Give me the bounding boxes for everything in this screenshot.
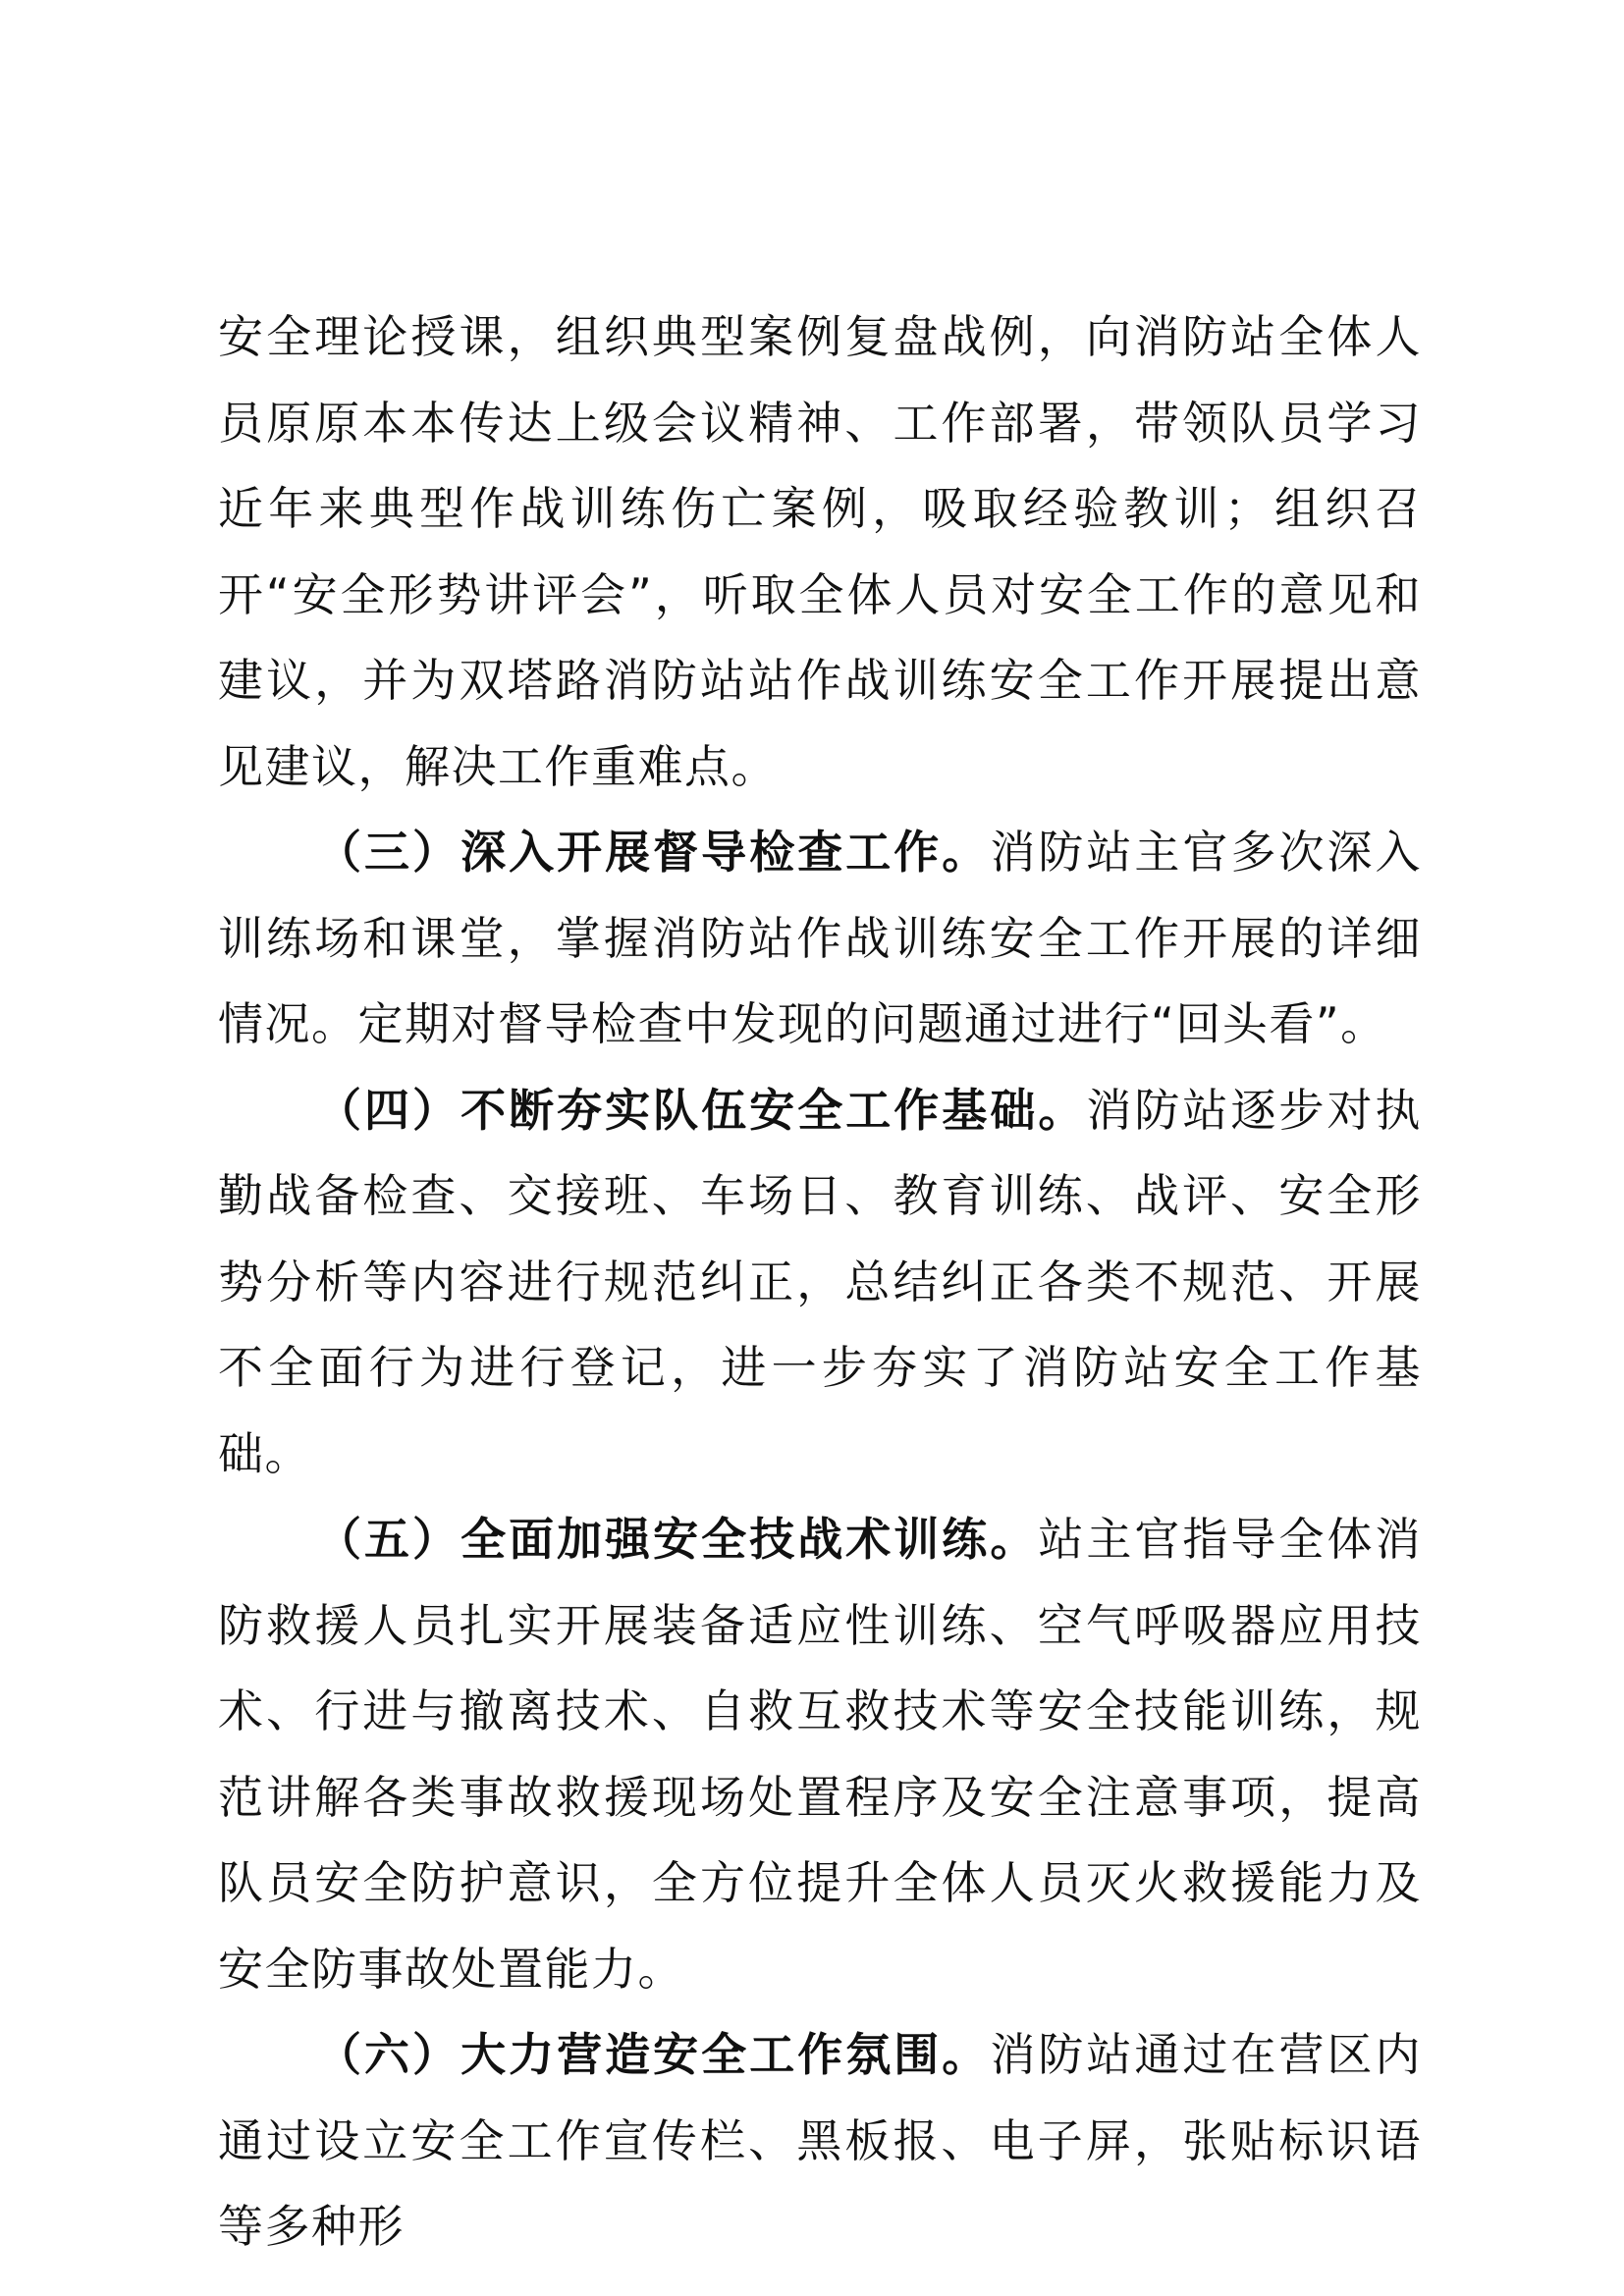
paragraph-text: 安全理论授课，组织典型案例复盘战例，向消防站全体人员原原本本传达上级会议精神、工作部署，带领队员学习近年来典型作战训练伤亡案例，吸取经验教训；组织召开“安全形势讲评会”，听取全体人员对安全工作的意见和建议，并为双塔路消防站站作战训练安全工作开展提出意见建议，解决工作重难点。: [218, 310, 1422, 793]
section-heading: （四）不断夯实队伍安全工作基础。: [316, 1083, 1087, 1137]
paragraph-text: 消防站主官多次深入训练场和课堂，掌握消防站作战训练安全工作开展的详细情况。定期对督导检查中发现的问题通过进行“回头看”。: [218, 826, 1423, 1050]
paragraph-text: 消防站通过在营区内通过设立安全工作宣传栏、黑板报、电子屏，张贴标识语等多种形: [218, 2028, 1423, 2253]
paragraph-text: 站主官指导全体消防救援人员扎实开展装备适应性训练、空气呼吸器应用技术、行进与撤离技术、自救互救技术等安全技能训练，规范讲解各类事故救援现场处置程序及安全注意事项，提高队员安全防护意识，全方位提升全体人员灭火救援能力及安全防事故处置能力。: [218, 1513, 1423, 1996]
section-heading: （五）全面加强安全技战术训练。: [316, 1513, 1039, 1566]
section-heading: （三）深入开展督导检查工作。: [316, 826, 991, 879]
section-heading: （六）大力营造安全工作氛围。: [316, 2028, 991, 2081]
document-body: [218, 294, 1422, 2270]
paragraph-section-3: [218, 810, 1422, 1068]
paragraph-continuation: [218, 294, 1422, 810]
paragraph-section-5: [218, 1497, 1422, 2012]
paragraph-text: 消防站逐步对执勤战备检查、交接班、车场日、教育训练、战评、安全形势分析等内容进行规范纠正，总结纠正各类不规范、开展不全面行为进行登记，进一步夯实了消防站安全工作基础。: [218, 1083, 1423, 1480]
paragraph-section-6: [218, 2012, 1422, 2270]
paragraph-section-4: [218, 1068, 1422, 1498]
